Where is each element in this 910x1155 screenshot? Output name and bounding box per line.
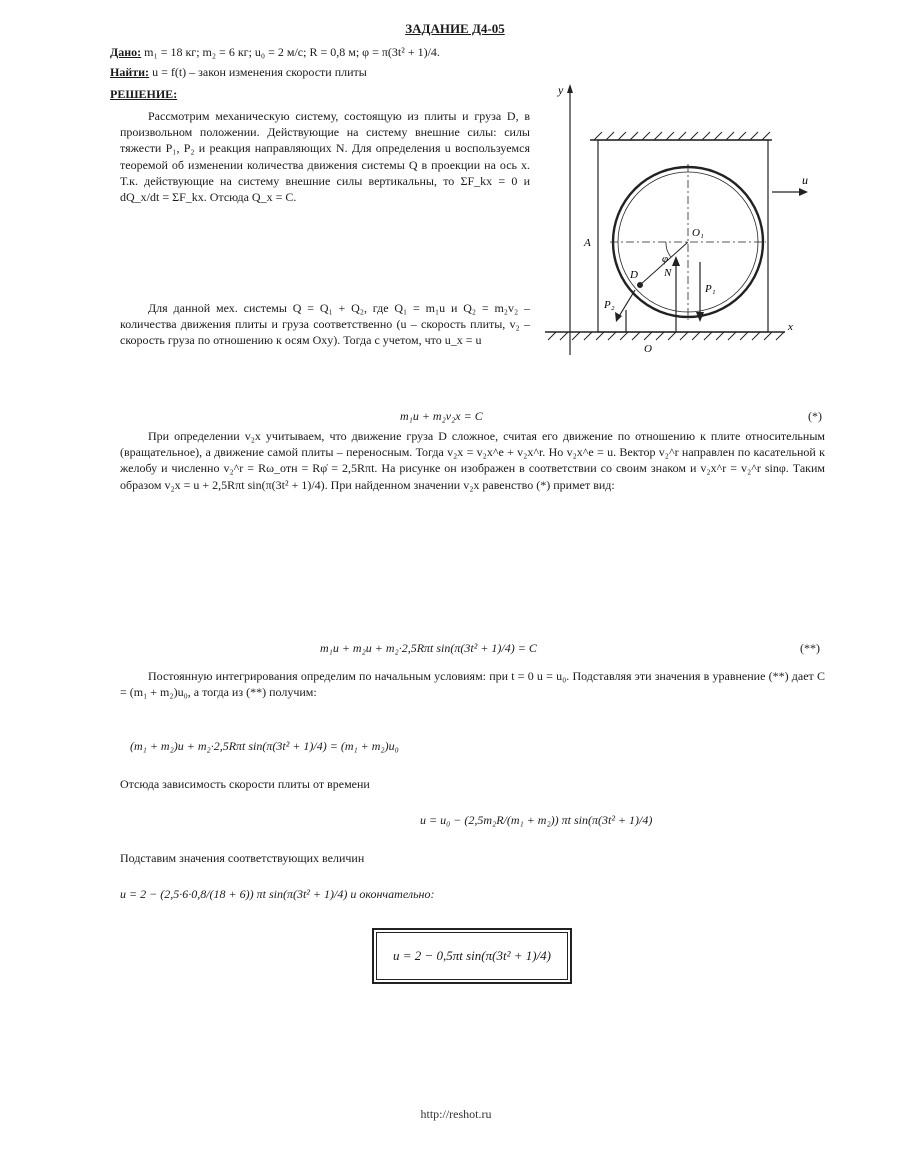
mechanism-figure [540, 80, 830, 370]
label-p2: P₂ [604, 299, 615, 311]
paragraph-2: Для данной мех. системы Q = Q₁ + Q₂, где Q₁ = m₁u и Q₂ = m₂v₂ – количества движения плиты и груза соответственно (u – скорость плиты, v₂ – скорость груза по отношению к осям Oxy). Тогда с учетом, что u_x = u [120, 301, 531, 348]
find-line [110, 64, 550, 80]
paragraph-4: Постоянную интегрирования определим по начальным условиям: при t = 0 u = u₀. Подставляя эти значения в уравнение (**) дает C = (m₁ + m₂)u₀, а тогда из (**) получим: [120, 669, 825, 700]
given-text: m₁ = 18 кг; m₂ = 6 кг; u₀ = 2 м/с; R = 0,8 м; φ = π(3t² + 1)/4. [141, 45, 440, 59]
force-n-arrow [672, 256, 680, 266]
equation-2: m₁u + m₂u + m₂·2,5Rπt sin(π(3t² + 1)/4) = C [320, 641, 537, 655]
label-d: D [630, 269, 638, 281]
label-o1: O₁ [692, 227, 704, 239]
label-a: A [584, 237, 591, 249]
label-y: y [558, 83, 564, 97]
equation-5: u = 2 − (2,5·6·0,8/(18 + 6)) πt sin(π(3t² + 1)/4) и окончательно: [120, 887, 435, 901]
label-n: N [664, 267, 672, 279]
load-d [637, 282, 643, 288]
given-line [110, 44, 630, 60]
label-x: x [788, 321, 793, 333]
y-axis-arrow [567, 84, 573, 93]
label-o: O [644, 343, 652, 355]
solution-heading: РЕШЕНИЕ: [110, 87, 178, 101]
label-u: u [802, 173, 808, 187]
label-p1: P₁ [705, 283, 716, 295]
find-label: Найти: [110, 65, 150, 79]
equation-1-number: (*) [808, 409, 822, 423]
paragraph-1: Рассмотрим механическую систему, состоящую из плиты и груза D, в произвольном положении. Действующие на систему внешние силы: силы тяжести P₁, P₂ и реакция направляющих N. Для определения u воспользуемся теоремой об изменении количества движения системы Q в проекции на ось x. Т.к. действующие на систему внешние силы вертикальны, то ΣF_kx = 0 и dQ_x/dt = ΣF_kx. Отсюда Q_x = C. [120, 109, 530, 204]
label-phi: φ [662, 253, 669, 265]
mechanism-diagram [540, 80, 830, 370]
final-answer: u = 2 − 0,5πt sin(π(3t² + 1)/4) [392, 948, 552, 964]
text-velocity-dependence: Отсюда зависимость скорости плиты от времени [120, 777, 370, 791]
find-text: u = f(t) – закон изменения скорости плиты [149, 65, 367, 79]
text-substitute-values: Подставим значения соответствующих величин [120, 851, 365, 865]
equation-2-number: (**) [800, 641, 820, 655]
bottom-hatching [548, 332, 784, 340]
equation-4: u = u₀ − (2,5m₂R/(m₁ + m₂)) πt sin(π(3t² + 1)/4) [420, 813, 653, 827]
velocity-u-arrow [799, 188, 808, 196]
given-label: Дано: [110, 45, 142, 59]
final-answer-box [372, 928, 572, 984]
footer-url[interactable]: http://reshot.ru [420, 1107, 492, 1121]
paragraph-3: При определении v₂x учитываем, что движение груза D сложное, считая его движение по отношению к плите относительным (вращательное), а движение самой плиты – переносным. Тогда v₂x = v₂x^e + v₂x^r. Но v₂x^e = u. Вектор v₂^r направлен по касательной к желобу и численно v₂^r = Rω_отн = Rφ̇ = 2,5Rπt. На рисунке он изображен в соответствии со своим знаком и v₂x^r = v₂^r sinφ. Таким образом v₂x = u + 2,5Rπt sin(π(3t² + 1)/4). При найденном значении v₂x равенство (*) примет вид: [120, 429, 825, 492]
task-title: ЗАДАНИЕ Д4-05 [405, 21, 505, 36]
plate [598, 140, 768, 332]
top-hatching [594, 132, 770, 140]
equation-1: m₁u + m₂v₂x = C [400, 409, 483, 423]
equation-3: (m₁ + m₂)u + m₂·2,5Rπt sin(π(3t² + 1)/4) = (m₁ + m₂)u₀ [130, 739, 399, 753]
